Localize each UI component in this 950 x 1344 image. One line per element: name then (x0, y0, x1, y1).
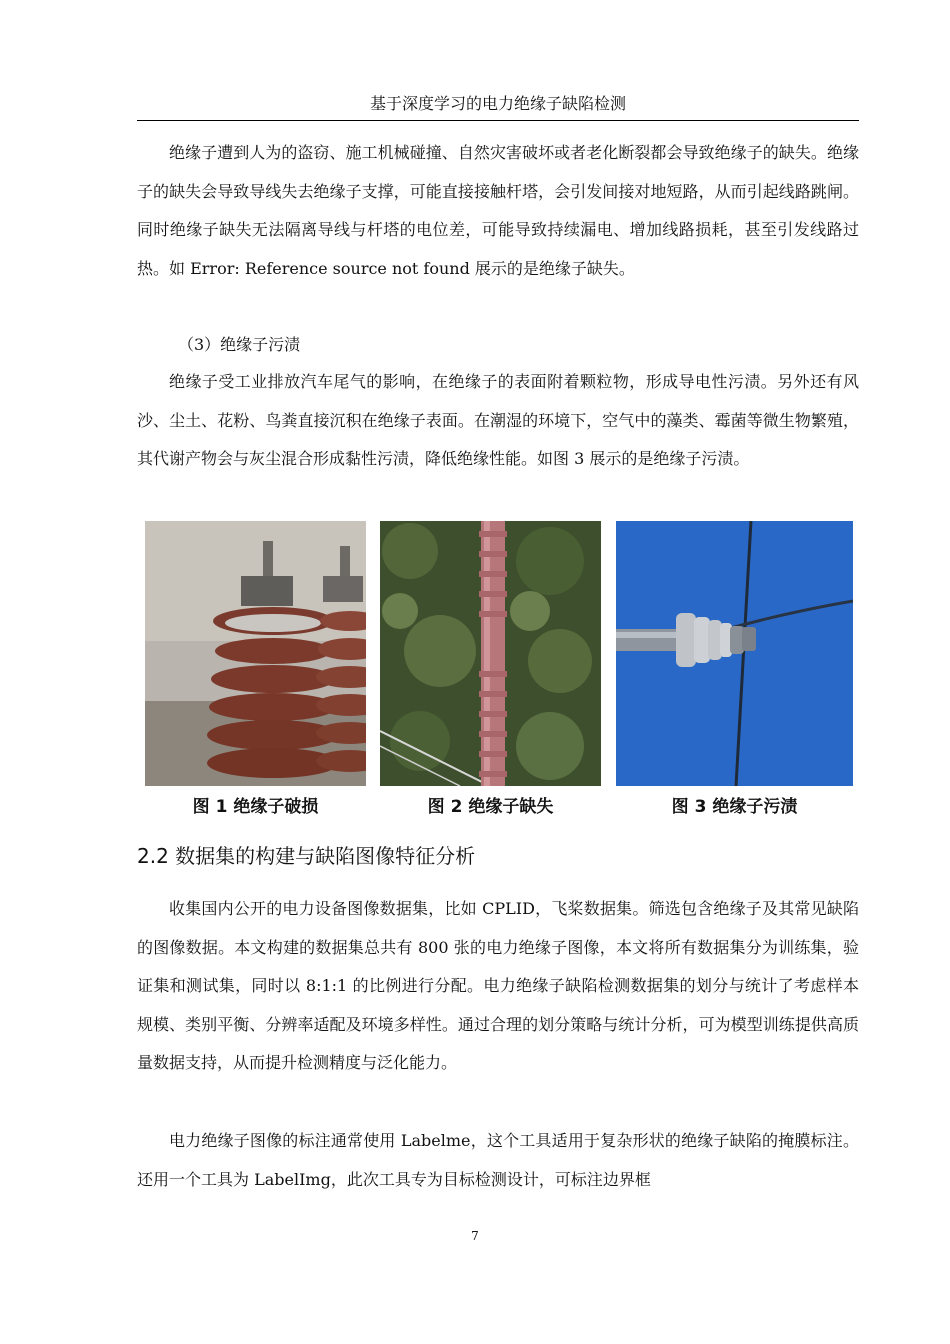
paragraph-missing-insulator: 绝缘子遭到人为的盗窃、施工机械碰撞、自然灾害破坏或者老化断裂都会导致绝缘子的缺失。绝缘子的缺失会导致导线失去绝缘子支撑，可能直接接触杆塔，会引发间接对地短路，从而引起线路跳闸。同时绝缘子缺失无法隔离导线与杆塔的电位差，可能导致持续漏电、增加线路损耗，甚至引发线路过热。如 Error: Reference source not found 展示的是绝缘子缺失。 (137, 143, 859, 278)
figure-2-caption: 图 2 绝缘子缺失 (427, 797, 554, 817)
figure-1-damaged-insulator-image (145, 521, 366, 786)
paragraph-dataset-construction: 收集国内公开的电力设备图像数据集，比如 CPLID，飞桨数据集。筛选包含绝缘子及其常见缺陷的图像数据。本文构建的数据集总共有 800 张的电力绝缘子图像，本文将所有数据集分为训练集，验证集和测试集，同时以 8:1:1 的比例进行分配。电力绝缘子缺陷检测数据集的划分与统计了考虑样本规模、类别平衡、分辨率适配及环境多样性。通过合理的划分策略与统计分析，可为模型训练提供高质量数据支持，从而提升检测精度与泛化能力。 (137, 899, 859, 1072)
figure-3-stained-insulator-image (616, 521, 853, 786)
page-number: 7 (471, 1229, 479, 1243)
paragraph-annotation-tools: 电力绝缘子图像的标注通常使用 Labelme，这个工具适用于复杂形状的绝缘子缺陷的掩膜标注。还用一个工具为 LabelImg，此次工具专为目标检测设计，可标注边界框 (137, 1131, 859, 1189)
running-header: 基于深度学习的电力绝缘子缺陷检测 (137, 92, 859, 121)
subsection-label-stains: （3）绝缘子污渍 (178, 335, 301, 354)
figure-2-missing-insulator-image (380, 521, 601, 786)
section-heading: 2.2 数据集的构建与缺陷图像特征分析 (137, 844, 476, 868)
figure-3-caption: 图 3 绝缘子污渍 (671, 797, 798, 817)
figure-1-caption: 图 1 绝缘子破损 (192, 797, 319, 817)
paragraph-insulator-stains: 绝缘子受工业排放汽车尾气的影响，在绝缘子的表面附着颗粒物，形成导电性污渍。另外还有风沙、尘土、花粉、鸟粪直接沉积在绝缘子表面。在潮湿的环境下，空气中的藻类、霉菌等微生物繁殖，其代谢产物会与灰尘混合形成黏性污渍，降低绝缘性能。如图 3 展示的是绝缘子污渍。 (137, 372, 859, 468)
